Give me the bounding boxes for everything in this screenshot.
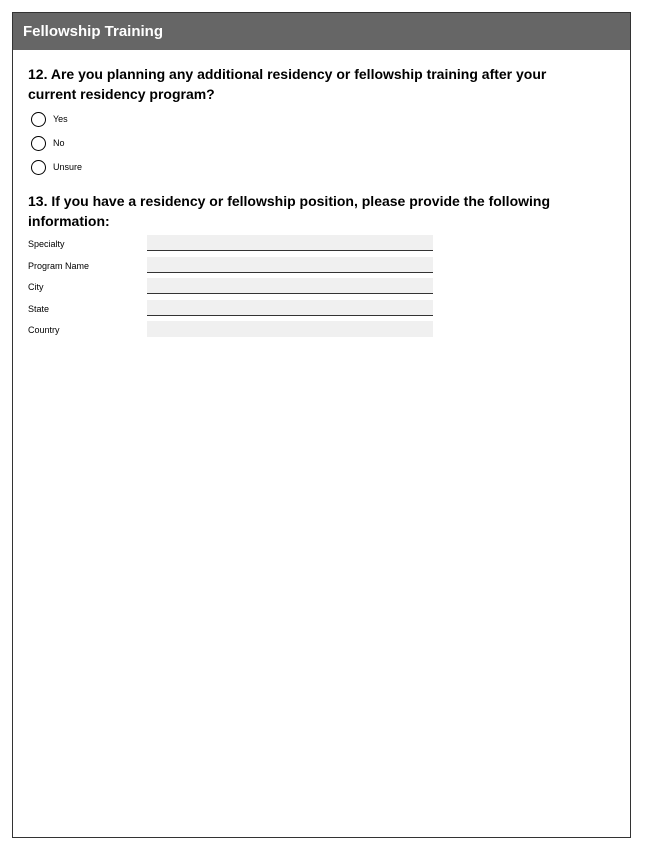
radio-button-unsure[interactable] (31, 160, 46, 175)
radio-option-unsure[interactable] (31, 157, 82, 177)
city-label: City (28, 282, 44, 292)
question-13-text: 13. If you have a residency or fellowship position, please provide the following information: (28, 193, 550, 229)
radio-button-no[interactable] (31, 136, 46, 151)
radio-label-no: No (53, 138, 65, 148)
radio-button-yes[interactable] (31, 112, 46, 127)
specialty-input[interactable] (147, 235, 433, 251)
country-label: Country (28, 325, 60, 335)
radio-label-unsure: Unsure (53, 162, 83, 172)
radio-label-yes: Yes (53, 114, 68, 124)
state-label: State (28, 304, 50, 314)
program-name-label: Program Name (28, 261, 90, 271)
radio-option-no[interactable] (31, 133, 65, 153)
section-header: Fellowship Training (13, 13, 630, 50)
radio-option-yes[interactable] (31, 109, 68, 129)
state-input[interactable] (147, 300, 433, 316)
country-input[interactable] (147, 321, 433, 337)
question-12-text: 12. Are you planning any additional residency or fellowship training after your current residency program? (28, 66, 547, 102)
specialty-label: Specialty (28, 239, 65, 249)
program-name-input[interactable] (147, 257, 433, 273)
city-input[interactable] (147, 278, 433, 294)
form-page (12, 12, 631, 838)
